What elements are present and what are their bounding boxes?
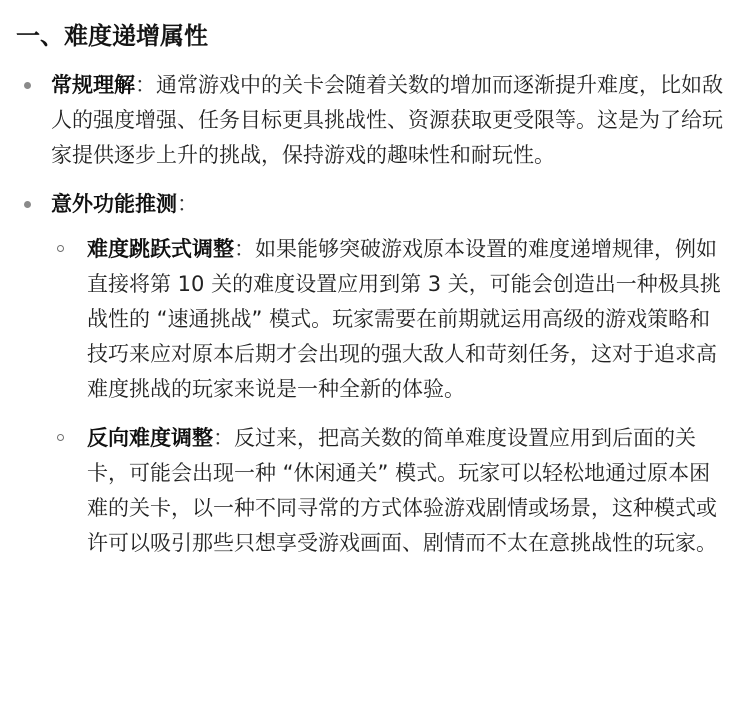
sub-list-item bbox=[51, 232, 725, 407]
sub-bullet-term: 难度跳跃式调整 bbox=[87, 237, 234, 261]
list-item bbox=[16, 68, 725, 173]
list-item bbox=[16, 187, 725, 561]
sub-bullet-list bbox=[51, 232, 725, 561]
sub-list-item bbox=[51, 421, 725, 561]
bullet-dot-icon bbox=[24, 201, 31, 208]
sub-bullet-text: 反过来，把高关数的简单难度设置应用到后面的关卡，可能会出现一种 “休闲通关” 模式。玩家可以轻松地通过原本困难的关卡，以一种不同寻常的方式体验游戏剧情或场景，这种模式或许可以吸引那些只想享受游戏画面、剧情而不太在意挑战性的玩家。 bbox=[87, 426, 717, 555]
term-separator: ： bbox=[213, 426, 234, 450]
term-separator: ： bbox=[177, 192, 198, 216]
bullet-text: 通常游戏中的关卡会随着关数的增加而逐渐提升难度，比如敌人的强度增强、任务目标更具挑战性、资源获取更受限等。这是为了给玩家提供逐步上升的挑战，保持游戏的趣味性和耐玩性。 bbox=[51, 73, 723, 167]
section-heading: 一、难度递增属性 bbox=[16, 22, 208, 50]
bullet-list bbox=[16, 68, 725, 561]
bullet-circle-icon bbox=[57, 245, 64, 252]
term-separator: ： bbox=[234, 237, 255, 261]
bullet-term: 常规理解 bbox=[51, 73, 135, 97]
bullet-dot-icon bbox=[24, 82, 31, 89]
bullet-circle-icon bbox=[57, 434, 64, 441]
sub-bullet-text: 如果能够突破游戏原本设置的难度递增规律，例如直接将第 10 关的难度设置应用到第 3 关，可能会创造出一种极具挑战性的 “速通挑战” 模式。玩家需要在前期就运用高级的游戏策略和技巧来应对原本后期才会出现的强大敌人和苛刻任务，这对于追求高难度挑战的玩家来说是一种全新的体验。 bbox=[87, 237, 721, 401]
term-separator: ： bbox=[135, 73, 156, 97]
sub-bullet-term: 反向难度调整 bbox=[87, 426, 213, 450]
bullet-term: 意外功能推测 bbox=[51, 192, 177, 216]
